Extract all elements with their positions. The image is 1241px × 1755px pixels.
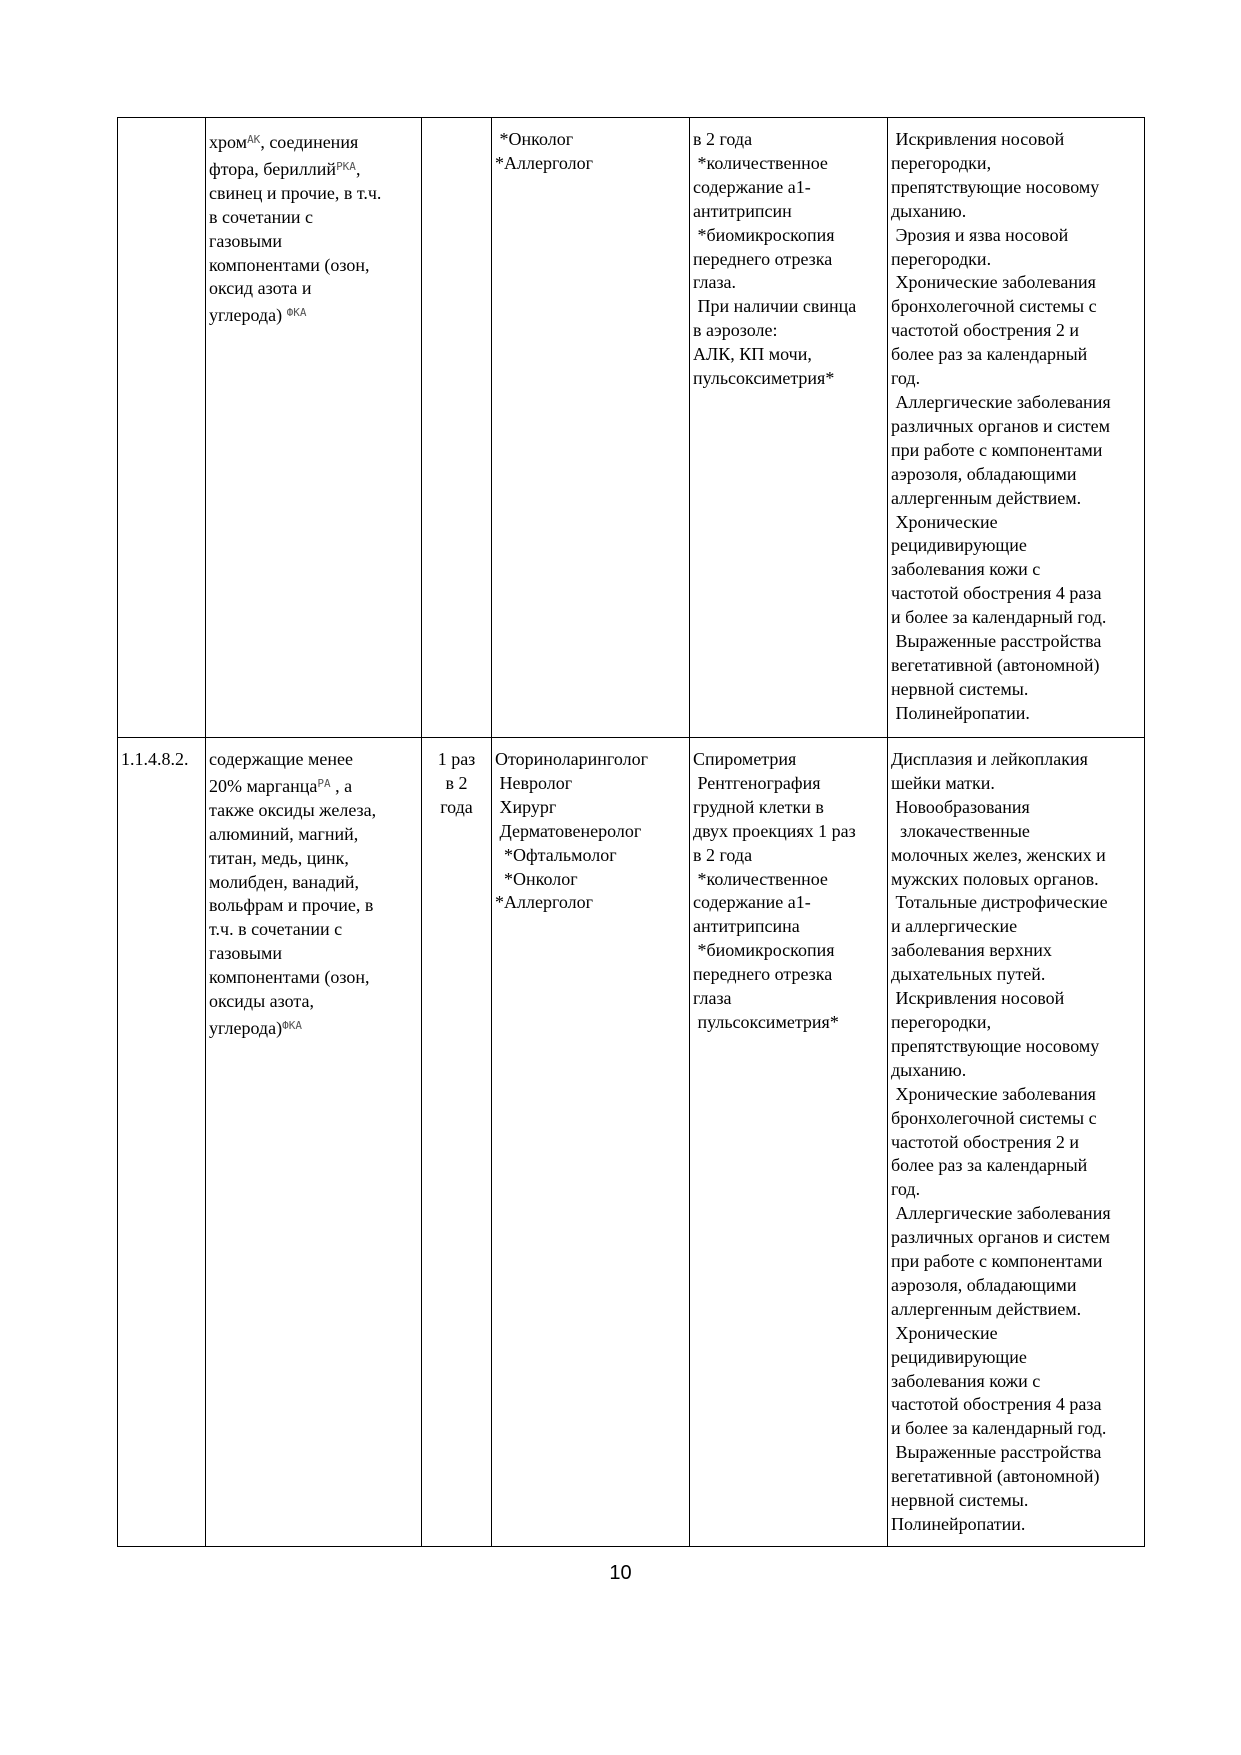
text-line <box>209 1014 418 1041</box>
line-text: хром <box>209 132 248 152</box>
line-text: газовыми <box>209 943 282 964</box>
text-line: Дисплазия и лейкоплакия <box>891 749 1088 769</box>
line-text: свинец и прочие, в т.ч. <box>209 182 382 203</box>
text-line: препятствующие носовому <box>891 1035 1100 1056</box>
frequency-lines <box>425 748 488 820</box>
examinations-cell <box>690 118 888 738</box>
text-line: препятствующие носовому <box>891 176 1100 197</box>
text-line: Хирург <box>495 796 557 817</box>
text-line: шейки матки. <box>891 772 995 793</box>
text-line: перегородки, <box>891 152 992 173</box>
text-line: рецидивирующие <box>891 535 1027 556</box>
text-line: *Онколог <box>495 129 574 149</box>
line-text: т.ч. в сочетании с <box>209 919 343 940</box>
row-number-cell: 1.1.4.8.2. <box>118 738 206 1547</box>
text-line: Искривления носовой <box>891 988 1065 1009</box>
text-line: При наличии свинца <box>693 296 857 317</box>
text-line: аэрозоля, обладающими <box>891 1274 1077 1295</box>
contraindications-cell <box>888 118 1145 738</box>
text-line: Спирометрия <box>693 749 797 769</box>
text-line: аллергенным действием. <box>891 1298 1082 1319</box>
text-line: глаза. <box>693 272 737 293</box>
text-line: более раз за календарный <box>891 344 1088 365</box>
text-line: *биомикроскопия <box>693 940 835 961</box>
line-text: углерода) <box>209 305 287 326</box>
text-line <box>209 966 418 990</box>
text-line: дыханию. <box>891 1059 967 1080</box>
line-text: углерода) <box>209 1017 283 1038</box>
text-line: содержание а1- <box>693 892 811 913</box>
text-line <box>209 799 418 823</box>
text-line: *Офтальмолог <box>495 844 617 865</box>
text-line: дыхательных путей. <box>891 964 1046 985</box>
line-text: компонентами (озон, <box>209 254 370 275</box>
text-line <box>209 128 418 155</box>
contraindications-lines <box>891 748 1141 1537</box>
text-line: вегетативной (автономной) <box>891 654 1100 675</box>
text-line: двух проекциях 1 раз <box>693 820 856 841</box>
text-line: и более за календарный год. <box>891 1418 1107 1439</box>
text-line: вегетативной (автономной) <box>891 1466 1100 1487</box>
row-number-cell <box>118 118 206 738</box>
specialists-lines <box>495 748 686 915</box>
text-line: АЛК, КП мочи, <box>693 344 812 365</box>
text-line: *количественное <box>693 868 828 889</box>
text-line: при работе с компонентами <box>891 1251 1103 1272</box>
hazard-mark: ФКА <box>286 306 307 320</box>
text-line: Полинейропатии. <box>891 1514 1026 1534</box>
line-text: молибден, ванадий, <box>209 871 360 892</box>
text-line: Невролог <box>495 772 573 793</box>
text-line: нервной системы. <box>891 1490 1029 1511</box>
text-line <box>209 894 418 918</box>
text-line: в аэрозоле: <box>693 320 778 341</box>
text-line: *Аллерголог <box>495 152 594 173</box>
line-text: оксиды азота, <box>209 991 315 1012</box>
text-line <box>209 155 418 182</box>
text-line: Аллергические заболевания <box>891 391 1111 412</box>
text-line: пульсоксиметрия* <box>693 1011 839 1032</box>
text-line: частотой обострения 4 раза <box>891 583 1102 604</box>
text-line: Оториноларинголог <box>495 749 648 769</box>
text-line: глаза <box>693 988 732 1009</box>
hazard-mark: АК <box>247 133 261 146</box>
text-line <box>209 301 418 328</box>
text-line <box>209 871 418 895</box>
text-line: заболевания кожи с <box>891 559 1041 580</box>
text-line <box>209 230 418 254</box>
text-line: перегородки, <box>891 1011 992 1032</box>
line-text: в сочетании с <box>209 206 314 227</box>
text-line: *количественное <box>693 152 828 173</box>
text-line: Хронические заболевания <box>891 1083 1096 1104</box>
text-line: Рентгенография <box>693 772 821 793</box>
text-line: Хронические <box>891 1322 998 1343</box>
line-text: содержащие менее <box>209 749 354 769</box>
text-line: при работе с компонентами <box>891 439 1103 460</box>
text-line: перегородки. <box>891 248 992 269</box>
line-text: компонентами (озон, <box>209 967 370 988</box>
frequency-cell <box>422 118 492 738</box>
text-line: год. <box>891 368 921 389</box>
text-line: Тотальные дистрофические <box>891 892 1108 913</box>
text-line: переднего отрезка <box>693 964 833 985</box>
text-line <box>209 823 418 847</box>
text-line: Эрозия и язва носовой <box>891 224 1069 245</box>
line-text: фтора, бериллий <box>209 158 337 179</box>
substance-lines <box>209 748 418 1041</box>
text-line: Выраженные расстройства <box>891 631 1102 652</box>
contraindications-lines <box>891 128 1141 726</box>
table-row <box>118 118 1145 738</box>
text-line: Аллергические заболевания <box>891 1203 1111 1224</box>
text-line: Дерматовенеролог <box>495 820 642 841</box>
text-line: *Аллерголог <box>495 892 594 913</box>
text-line: антитрипсин <box>693 200 792 221</box>
hazard-mark: ФКА <box>282 1018 302 1032</box>
text-line: частотой обострения 4 раза <box>891 1394 1102 1415</box>
table-row <box>118 738 1145 1547</box>
line-text: титан, медь, цинк, <box>209 847 349 868</box>
frequency-cell <box>422 738 492 1547</box>
text-line: дыханию. <box>891 200 967 221</box>
text-line: Новообразования <box>891 796 1030 817</box>
text-line: рецидивирующие <box>891 1346 1027 1367</box>
text-line <box>209 206 418 230</box>
page-number: 10 <box>609 1562 632 1584</box>
text-line <box>209 772 418 799</box>
hazard-mark: РА <box>317 776 331 790</box>
line-text: алюминий, магний, <box>209 823 359 844</box>
text-line: бронхолегочной системы с <box>891 1107 1097 1128</box>
text-line <box>209 182 418 206</box>
text-line: *Онколог <box>495 868 578 889</box>
text-line: года <box>440 796 473 817</box>
hazard-table <box>117 117 1145 1547</box>
text-line: переднего отрезка <box>693 248 833 269</box>
text-line: аэрозоля, обладающими <box>891 463 1077 484</box>
text-line: злокачественные <box>891 820 1030 841</box>
text-line: заболевания кожи с <box>891 1370 1041 1391</box>
text-line <box>209 990 418 1014</box>
text-line: Хронические заболевания <box>891 272 1096 293</box>
line-text: , <box>355 158 361 179</box>
contraindications-cell <box>888 738 1145 1547</box>
text-line: различных органов и систем <box>891 415 1110 436</box>
specialists-cell <box>492 738 690 1547</box>
text-line: грудной клетки в <box>693 796 824 817</box>
text-line <box>209 918 418 942</box>
text-line: в 2 года <box>693 129 753 149</box>
text-line: Хронические <box>891 511 998 532</box>
text-line <box>209 942 418 966</box>
text-line: *биомикроскопия <box>693 224 835 245</box>
text-line: антитрипсина <box>693 916 800 937</box>
substance-cell <box>206 738 422 1547</box>
text-line <box>209 277 418 301</box>
text-line: заболевания верхних <box>891 940 1052 961</box>
text-line: 1 раз <box>437 749 476 769</box>
text-line <box>209 748 418 772</box>
examinations-lines <box>693 128 884 391</box>
text-line: и аллергические <box>891 916 1018 937</box>
hazard-mark: РКА <box>336 159 356 173</box>
text-line: год. <box>891 1179 921 1200</box>
line-text: , а <box>330 775 353 796</box>
text-line: мужских половых органов. <box>891 868 1099 889</box>
text-line: Искривления носовой <box>891 129 1065 149</box>
text-line <box>209 254 418 278</box>
substance-lines <box>209 128 418 328</box>
examinations-cell <box>690 738 888 1547</box>
text-line: молочных желез, женских и <box>891 844 1106 865</box>
line-text: вольфрам и прочие, в <box>209 895 374 916</box>
specialists-cell <box>492 118 690 738</box>
text-line: бронхолегочной системы с <box>891 296 1097 317</box>
text-line: Полинейропатии. <box>891 702 1030 723</box>
specialists-lines <box>495 128 686 176</box>
text-line: более раз за календарный <box>891 1155 1088 1176</box>
text-line: в 2 <box>445 772 468 793</box>
text-line: частотой обострения 2 и <box>891 320 1080 341</box>
substance-cell <box>206 118 422 738</box>
examinations-lines <box>693 748 884 1035</box>
text-line <box>209 847 418 871</box>
line-text: газовыми <box>209 230 282 251</box>
text-line: в 2 года <box>693 844 753 865</box>
line-text: 20% марганца <box>209 775 318 796</box>
text-line: Выраженные расстройства <box>891 1442 1102 1463</box>
text-line: аллергенным действием. <box>891 487 1082 508</box>
text-line: и более за календарный год. <box>891 607 1107 628</box>
line-text: , соединения <box>260 132 359 152</box>
text-line: различных органов и систем <box>891 1227 1110 1248</box>
line-text: также оксиды железа, <box>209 799 377 820</box>
text-line: содержание а1- <box>693 176 811 197</box>
text-line: нервной системы. <box>891 678 1029 699</box>
text-line: частотой обострения 2 и <box>891 1131 1080 1152</box>
line-text: оксид азота и <box>209 278 312 299</box>
text-line: пульсоксиметрия* <box>693 368 835 389</box>
